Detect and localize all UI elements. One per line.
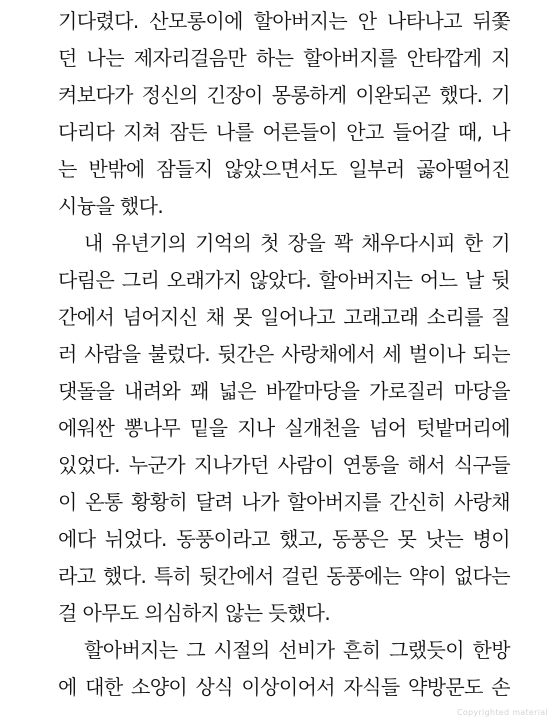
text-line: 시늉을 했다. xyxy=(58,194,164,218)
text-line: 있었다. 누군가 지나가던 사람이 연통을 해서 식구들 xyxy=(58,453,510,477)
copyright-watermark: Copyrighted material xyxy=(456,708,548,717)
text-line: 에 대한 소양이 상식 이상이어서 자식들 약방문도 손 xyxy=(58,675,510,699)
text-line: 켜보다가 정신의 긴장이 몽롱하게 이완되곤 했다. 기 xyxy=(58,83,510,107)
text-line: 할아버지는 그 시절의 선비가 흔히 그랬듯이 한방 xyxy=(84,638,510,662)
text-line: 에워싼 뽕나무 밑을 지나 실개천을 넘어 텃밭머리에 xyxy=(58,416,510,440)
text-line: 에다 뉘었다. 동풍이라고 했고, 동풍은 못 낫는 병이 xyxy=(58,527,510,551)
text-line: 내 유년기의 기억의 첫 장을 꽉 채우다시피 한 기 xyxy=(84,231,510,255)
text-line: 댓돌을 내려와 꽤 넓은 바깥마당을 가로질러 마당을 xyxy=(58,379,510,403)
text-line: 라고 했다. 특히 뒷간에서 걸린 동풍에는 약이 없다는 xyxy=(58,564,510,588)
text-line: 다림은 그리 오래가지 않았다. 할아버지는 어느 날 뒷 xyxy=(58,268,510,292)
text-line: 는 반밖에 잠들지 않았으면서도 일부러 곯아떨어진 xyxy=(58,157,510,181)
text-line: 기다렸다. 산모롱이에 할아버지는 안 나타나고 뒤쫓 xyxy=(58,9,510,33)
text-line: 걸 아무도 의심하지 않는 듯했다. xyxy=(58,601,331,625)
text-line: 간에서 넘어지신 채 못 일어나고 고래고래 소리를 질 xyxy=(58,305,510,329)
text-line: 던 나는 제자리걸음만 하는 할아버지를 안타깝게 지 xyxy=(58,46,510,70)
text-line: 이 온통 황황히 달려 나가 할아버지를 간신히 사랑채 xyxy=(58,490,510,514)
text-line: 러 사람을 불렀다. 뒷간은 사랑채에서 세 벌이나 되는 xyxy=(58,342,510,366)
text-line: 다리다 지쳐 잠든 나를 어른들이 안고 들어갈 때, 나 xyxy=(58,120,510,144)
